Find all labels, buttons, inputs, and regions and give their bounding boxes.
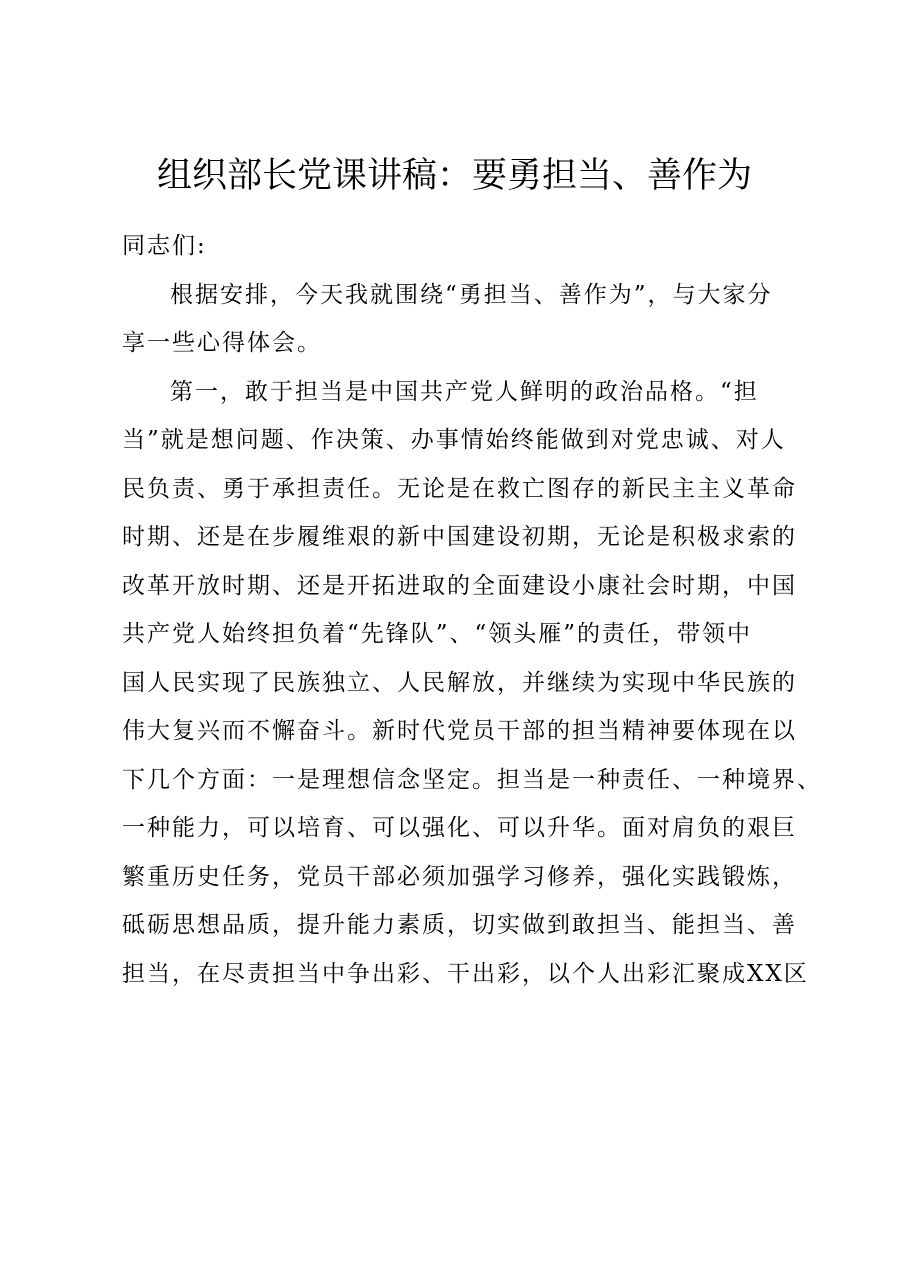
- document-body: [122, 222, 822, 998]
- text-line: 一种能力，可以培育、可以强化、可以升华。面对肩负的艰巨: [122, 815, 797, 841]
- text-line: 下几个方面：一是理想信念坚定。担当是一种责任、一种境界、: [122, 766, 822, 793]
- text-line: 第一，敢于担当是中国共产党人鲜明的政治品格。“担: [170, 378, 759, 405]
- text-line: 改革开放时期、还是开拓进取的全面建设小康社会时期，中国: [122, 572, 797, 599]
- text-line: 民负责、勇于承担责任。无论是在救亡图存的新民主主义革命: [122, 475, 797, 502]
- text-line: 同志们:: [122, 233, 207, 259]
- text-line: 时期、还是在步履维艰的新中国建设初期，无论是积极求索的: [122, 524, 797, 550]
- text-line: 享一些心得体会。: [122, 330, 322, 356]
- document-title: 组织部长党课讲稿：要勇担当、善作为: [156, 156, 752, 196]
- text-line: 共产党人始终担负着“先锋队”、“领头雁”的责任，带领中: [122, 621, 753, 647]
- text-line: 根据安排，今天我就围绕“勇担当、善作为”，与大家分: [170, 281, 773, 308]
- text-line: 担当，在尽责担当中争出彩、干出彩，以个人出彩汇聚成XX区: [122, 960, 809, 987]
- text-line: 繁重历史任务，党员干部必须加强学习修养，强化实践锻炼，: [122, 863, 797, 890]
- text-line: 砥砺思想品质，提升能力素质，切实做到敢担当、能担当、善: [122, 912, 797, 938]
- text-line: 当”就是想问题、作决策、办事情始终能做到对党忠诚、对人: [122, 427, 786, 453]
- text-line: 国人民实现了民族独立、人民解放，并继续为实现中华民族的: [122, 669, 797, 696]
- text-line: 伟大复兴而不懈奋斗。新时代党员干部的担当精神要体现在以: [122, 718, 797, 744]
